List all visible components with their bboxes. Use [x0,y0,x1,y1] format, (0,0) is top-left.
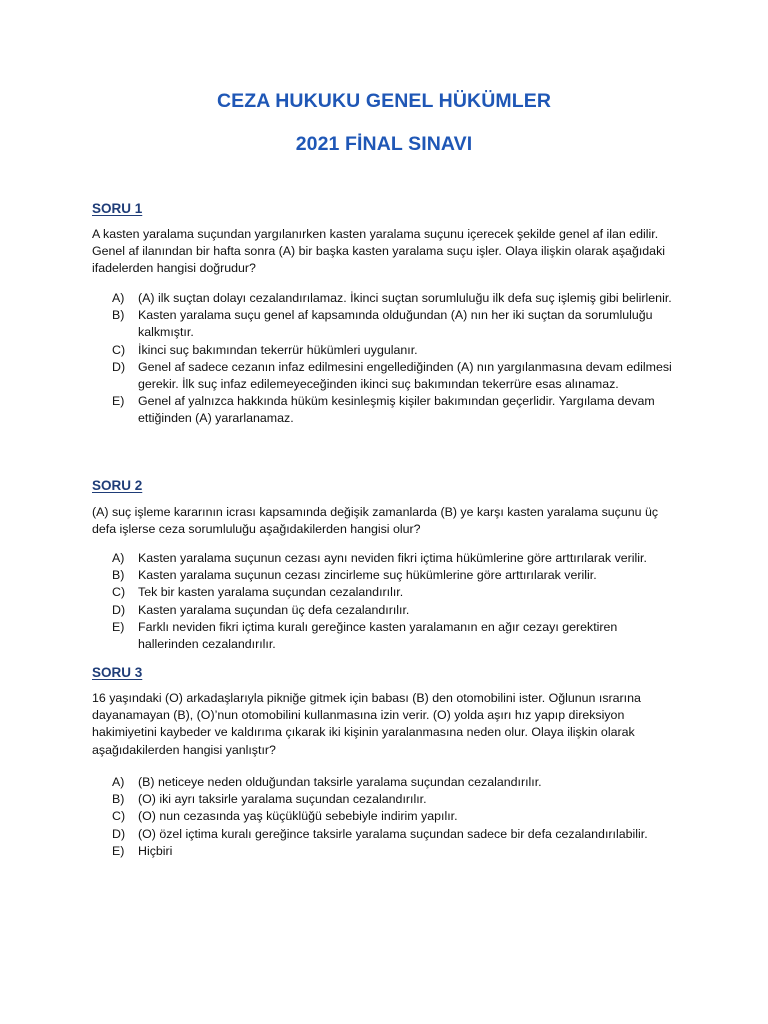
option-b [112,791,680,808]
option-text: (B) neticeye neden olduğundan taksirle yaralama suçundan cezalandırılır. [138,775,542,789]
option-letter: C) [112,585,126,600]
option-text: (A) ilk suçtan dolayı cezalandırılamaz. İkinci suçtan sorumluluğu ilk defa suç işlemiş gibi belirlenir. [138,291,672,305]
question-1-heading: SORU 1 [92,201,143,216]
document-subtitle: 2021 FİNAL SINAVI [295,133,473,155]
option-text: (O) nun cezasında yaş küçüklüğü sebebiyle indirim yapılır. [138,809,458,824]
option-text: Genel af yalnızca hakkında hüküm kesinleşmiş kişiler bakımından geçerlidir. Yargılama devam ettiğinden (A) yararlanamaz. [138,394,655,426]
option-text: Hiçbiri [138,843,173,858]
option-letter: A) [112,551,125,565]
option-d [112,359,680,393]
option-text: Genel af sadece cezanın infaz edilmesini engellediğinden (A) nın yargılanmasına devam edilmesi gerekir. İlk suç infaz edilemeyeceğinden ikinci suç bakımından tekerrüre esas alınamaz. [138,359,672,392]
option-letter: E) [112,619,125,634]
option-letter: C) [112,342,126,357]
option-letter: E) [112,843,125,858]
option-c [112,342,680,359]
option-text: İkinci suç bakımından tekerrür hükümleri uygulanır. [138,342,418,357]
question-3-options [112,774,680,860]
option-b [112,567,680,584]
option-letter: D) [112,826,126,841]
question-1-text: A kasten yaralama suçundan yargılanırken kasten yaralama suçunu içerecek şekilde genel af ilan edilir. Genel af ilanından bir hafta sonra (A) bir başka kasten yaralama suçu işler. Olaya ilişkin olarak aşağıdaki ifadelerden hangisi doğrudur? [92,227,666,276]
option-letter: D) [112,602,126,617]
option-text: Farklı neviden fikri içtima kuralı gereğince kasten yaralamanın en ağır cezayı gerektiren hallerinden cezalandırılır. [138,619,618,652]
option-letter: E) [112,394,125,409]
option-d [112,602,680,619]
option-letter: C) [112,809,126,824]
document-title: CEZA HUKUKU GENEL HÜKÜMLER [216,90,552,112]
option-b [112,307,680,341]
option-c [112,808,680,825]
option-a [112,290,680,307]
option-text: (O) iki ayrı taksirle yaralama suçundan cezalandırılır. [138,792,427,807]
question-3-text: 16 yaşındaki (O) arkadaşlarıyla pikniğe gitmek için babası (B) den otomobilini ister. Oğlunun ısrarına dayanamayan (B), (O)’nun otomobilini kullanmasına izin verir. (O) yolda aşırı hız yapıp direksiyon hakimiyetini kaybeder ve kaldırıma çıkarak iki kişinin yaralanmasına neden olur. Olaya ilişkin olarak aşağıdakilerden hangisi yanlıştır? [92,691,641,757]
option-letter: A) [112,291,125,305]
option-text: Kasten yaralama suçunun cezası aynı neviden fikri içtima hükümlerine göre arttırılarak verilir. [138,551,647,565]
question-1-options [112,290,680,428]
option-text: Kasten yaralama suçu genel af kapsamında olduğundan (A) nın her iki suçtan da sorumluluğu kalkmıştır. [138,308,653,340]
option-text: Tek bir kasten yaralama suçundan cezalandırılır. [138,585,404,600]
option-text: (O) özel içtima kuralı gereğince taksirle yaralama suçundan sadece bir defa cezalandırılabilir. [138,826,648,841]
option-a [112,550,680,567]
option-letter: D) [112,359,126,374]
option-e [112,843,680,860]
option-text: Kasten yaralama suçundan üç defa cezalandırılır. [138,602,410,617]
option-a [112,774,680,791]
option-letter: B) [112,792,125,807]
option-letter: B) [112,568,125,583]
option-c [112,584,680,601]
question-2-heading: SORU 2 [92,478,143,493]
option-e [112,393,680,427]
option-letter: B) [112,308,125,323]
question-3-heading: SORU 3 [92,665,143,680]
option-d [112,826,680,843]
option-letter: A) [112,775,125,789]
question-2-text: (A) suç işleme kararının icrası kapsamında değişik zamanlarda (B) ye karşı kasten yaralama suçunu üç defa işlerse ceza sorumluluğu aşağıdakilerden hangisi olur? [92,505,659,537]
option-text: Kasten yaralama suçunun cezası zincirleme suç hükümlerine göre arttırılarak verilir. [138,568,597,583]
question-2-options [112,550,680,653]
option-e [112,619,680,653]
